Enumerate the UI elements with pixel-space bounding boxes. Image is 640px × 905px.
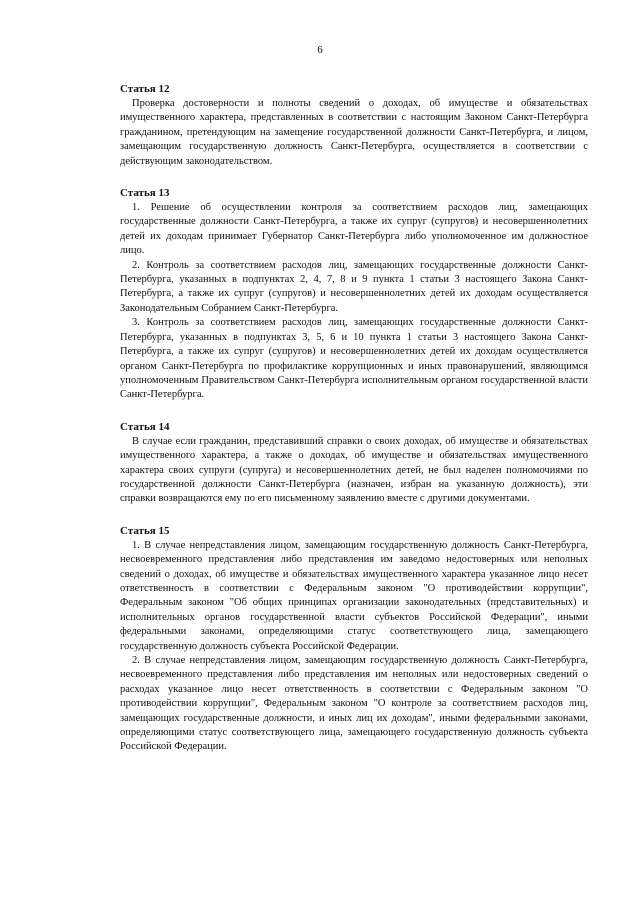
page-number: 6 <box>317 44 323 56</box>
article-paragraph: 1. В случае непредставления лицом, замещающим государственную должность Санкт-Петербурга, несвоевременного представления либо представления им заведомо недостоверных или неполных сведений о доходах, об имуществе и обязательствах имущественного характера указанное лицо несет ответственность в соответствии с Федеральным законом "О противодействии коррупции", Федеральным законом "Об общих принципах организации законодательных (представительных) и исполнительных органов государственной власти субъектов Российской Федерации", иными федеральными законами, определяющими статус соответствующего лица, замещающего государственную должность субъекта Российской Федерации. <box>120 539 588 652</box>
article-paragraph: В случае если гражданин, представивший справки о своих доходах, об имуществе и обязательствах имущественного характера, а также о доходах, об имуществе и обязательствах имущественного характера своих супруги (супруга) и несовершеннолетних детей, не был наделен полномочиями по государственной должности Санкт-Петербурга (назначен, избран на указанную должность), эти справки возвращаются ему по его письменному заявлению вместе с другими документами. <box>120 435 588 505</box>
article-paragraph: 1. Решение об осуществлении контроля за соответствием расходов лиц, замещающих государственные должности Санкт-Петербурга, а также их супруг (супругов) и несовершеннолетних детей их доходам принимает Губернатор Санкт-Петербурга либо уполномоченное им должностное лицо. <box>120 202 588 257</box>
article-paragraph: 2. Контроль за соответствием расходов лиц, замещающих государственные должности Санкт-Петербурга, указанных в подпунктах 2, 4, 7, 8 и 9 пункта 1 статьи 3 настоящего Закона Санкт-Петербурга, а также их супруг (супругов) и несовершеннолетних детей их доходам осуществляется Законодательным Собранием Санкт-Петербурга. <box>120 259 588 314</box>
article-paragraph: 2. В случае непредставления лицом, замещающим государственную должность Санкт-Петербурга, несвоевременного представления либо представления им неполных или недостоверных сведений о расходах указанное лицо несет ответственность в соответствии с Федеральным законом "О противодействии коррупции", Федеральным законом "О контроле за соответствием расходов лиц, замещающих государственные должности, и иных лиц их доходам", иными федеральными законами, определяющими статус соответствующего лица, замещающего государственную должность субъекта Российской Федерации. <box>120 655 588 753</box>
article-13 <box>120 186 588 403</box>
article-14 <box>120 420 588 507</box>
article-title: Статья 12 <box>120 83 170 95</box>
article-15 <box>120 524 588 755</box>
article-title: Статья 14 <box>120 420 170 433</box>
article-paragraph: Проверка достоверности и полноты сведений о доходах, об имуществе и обязательствах имущественного характера, представленных в соответствии с настоящим Законом Санкт-Петербурга гражданином, претендующим на замещение государственной должности Санкт-Петербурга, и лицом, замещающим государственную должность Санкт-Петербурга, осуществляется в соответствии с действующим законодательством. <box>120 98 588 167</box>
article-title: Статья 15 <box>120 524 170 537</box>
article-title: Статья 13 <box>120 187 170 200</box>
article-12 <box>120 82 588 169</box>
document-body <box>120 82 588 755</box>
article-paragraph: 3. Контроль за соответствием расходов лиц, замещающих государственные должности Санкт-Петербурга, указанных в подпунктах 3, 5, 6 и 10 пункта 1 статьи 3 настоящего Закона Санкт-Петербурга, а также их супруг (супругов) и несовершеннолетних детей их доходам осуществляется органом Санкт-Петербурга по профилактике коррупционных и иных правонарушений, являющимся уполномоченным Правительством Санкт-Петербурга исполнительным органом государственной власти Санкт-Петербурга. <box>120 317 588 401</box>
